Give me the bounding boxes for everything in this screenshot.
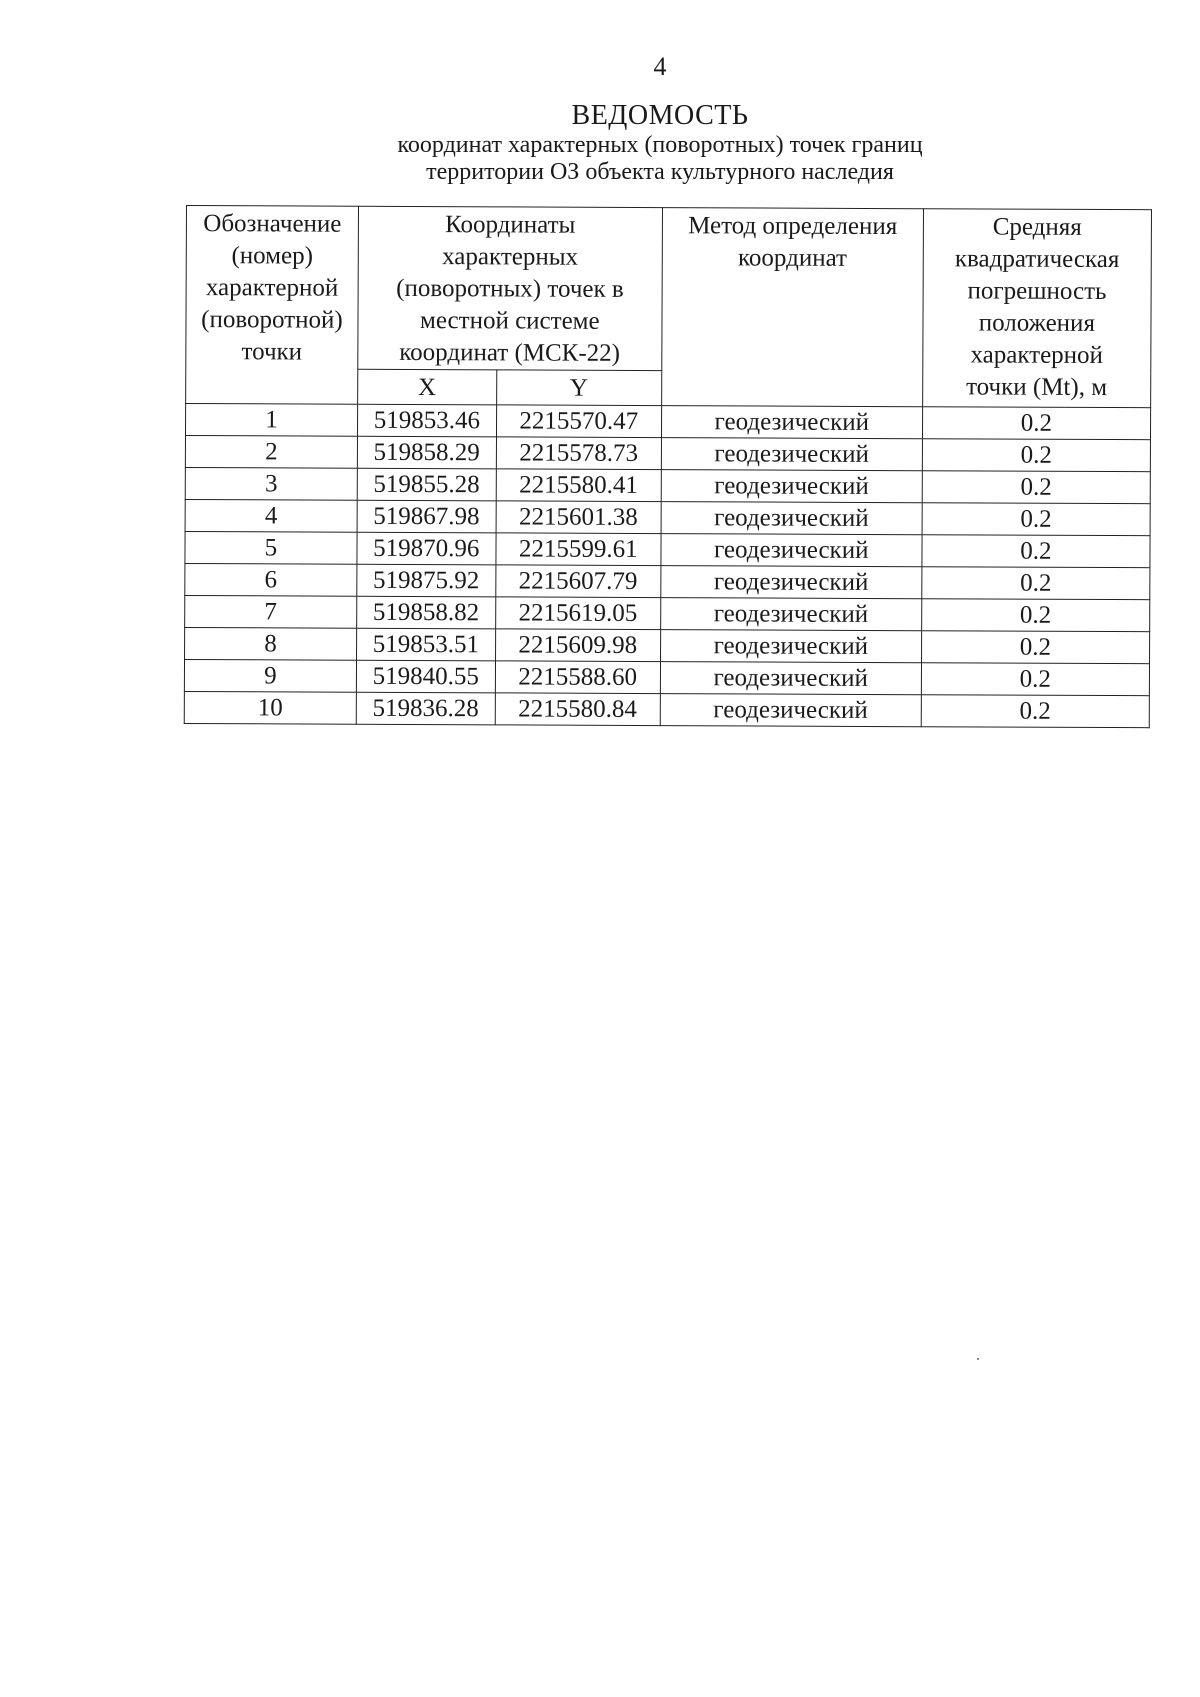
cell-method: геодезический xyxy=(661,534,922,567)
page-number: 4 xyxy=(653,52,667,81)
cell-x: 519875.92 xyxy=(357,564,496,597)
cell-point: 3 xyxy=(185,467,357,500)
cell-point: 1 xyxy=(185,404,357,437)
header-line: точки xyxy=(241,338,303,366)
header-line: (поворотных) точек в xyxy=(396,274,624,303)
cell-y: 2215619.05 xyxy=(495,597,660,630)
header-mean-square-error xyxy=(922,209,1151,408)
header-line: точки (Mt), м xyxy=(966,373,1108,402)
cell-method: геодезический xyxy=(661,438,922,471)
table-row xyxy=(185,563,1150,599)
cell-x: 519836.28 xyxy=(356,692,495,725)
header-line: местной системе xyxy=(419,307,600,335)
header-line: (номер) xyxy=(231,242,314,270)
cell-x: 519853.46 xyxy=(357,404,496,437)
table-row xyxy=(185,436,1150,472)
cell-error: 0.2 xyxy=(922,535,1150,568)
cell-method: геодезический xyxy=(660,598,921,631)
cell-y: 2215580.84 xyxy=(495,693,660,726)
cell-y: 2215599.61 xyxy=(496,533,661,566)
document-title: ВЕДОМОСТЬ xyxy=(571,100,749,131)
cell-error: 0.2 xyxy=(921,663,1149,696)
cell-point: 10 xyxy=(184,691,356,724)
table-row xyxy=(185,467,1150,503)
header-line: координат (МСК-22) xyxy=(399,338,621,367)
cell-y: 2215578.73 xyxy=(496,437,661,470)
cell-x: 519870.96 xyxy=(357,532,496,565)
cell-x: 519858.82 xyxy=(357,596,496,629)
header-line: квадратическая xyxy=(954,245,1120,274)
cell-error: 0.2 xyxy=(921,599,1149,632)
cell-point: 7 xyxy=(185,595,357,628)
cell-x: 519867.98 xyxy=(357,500,496,533)
table-row xyxy=(184,659,1149,695)
cell-y: 2215580.41 xyxy=(496,469,661,502)
header-line: характерных xyxy=(442,243,579,271)
header-x: X xyxy=(358,369,497,405)
cell-error: 0.2 xyxy=(922,407,1150,440)
cell-point: 8 xyxy=(185,627,357,660)
cell-point: 4 xyxy=(185,499,357,532)
cell-error: 0.2 xyxy=(922,471,1150,504)
cell-error: 0.2 xyxy=(922,439,1150,472)
header-line: Средняя xyxy=(992,213,1082,241)
cell-method: геодезический xyxy=(660,694,921,727)
cell-method: геодезический xyxy=(661,470,922,503)
cell-error: 0.2 xyxy=(922,503,1150,536)
cell-error: 0.2 xyxy=(921,631,1149,664)
cell-y: 2215570.47 xyxy=(496,405,661,438)
cell-error: 0.2 xyxy=(922,567,1150,600)
cell-method: геодезический xyxy=(660,662,921,695)
cell-y: 2215609.98 xyxy=(495,629,660,662)
header-line: погрешность xyxy=(967,277,1107,306)
cell-x: 519840.55 xyxy=(356,660,495,693)
cell-point: 5 xyxy=(185,531,357,564)
table-row xyxy=(185,595,1150,631)
header-row xyxy=(186,206,1152,373)
document-subtitle-line-1: координат характерных (поворотных) точек границ xyxy=(397,132,923,158)
cell-point: 9 xyxy=(184,659,356,692)
scan-speck xyxy=(977,1358,979,1360)
header-line: Координаты xyxy=(445,211,576,239)
header-line: координат xyxy=(738,244,848,272)
table-row xyxy=(185,531,1150,567)
cell-x: 519853.51 xyxy=(356,628,495,661)
header-line: Метод определения xyxy=(688,212,898,241)
cell-x: 519855.28 xyxy=(357,468,496,501)
table-row xyxy=(185,627,1150,663)
header-line: Обозначение xyxy=(203,210,342,238)
header-point-designation xyxy=(186,206,359,405)
header-line: характерной xyxy=(970,341,1104,370)
cell-method: геодезический xyxy=(660,630,921,663)
cell-x: 519858.29 xyxy=(357,436,496,469)
cell-point: 2 xyxy=(185,436,357,469)
title-block xyxy=(300,100,1020,186)
header-line: (поворотной) xyxy=(201,306,343,334)
header-line: положения xyxy=(978,309,1096,337)
header-y: Y xyxy=(496,370,661,406)
header-coordinates xyxy=(358,206,663,370)
cell-point: 6 xyxy=(185,563,357,596)
cell-method: геодезический xyxy=(661,502,922,535)
cell-method: геодезический xyxy=(661,406,922,439)
cell-y: 2215607.79 xyxy=(495,565,660,598)
table-row xyxy=(184,691,1149,727)
cell-y: 2215588.60 xyxy=(495,661,660,694)
cell-method: геодезический xyxy=(661,566,922,599)
table-row xyxy=(185,404,1150,440)
header-line: характерной xyxy=(205,274,339,302)
cell-y: 2215601.38 xyxy=(496,501,661,534)
cell-error: 0.2 xyxy=(921,695,1149,728)
header-method xyxy=(661,208,923,407)
table-row xyxy=(185,499,1150,535)
document-subtitle-line-2: территории ОЗ объекта культурного наследия xyxy=(426,159,894,185)
coordinates-table xyxy=(184,205,1152,728)
